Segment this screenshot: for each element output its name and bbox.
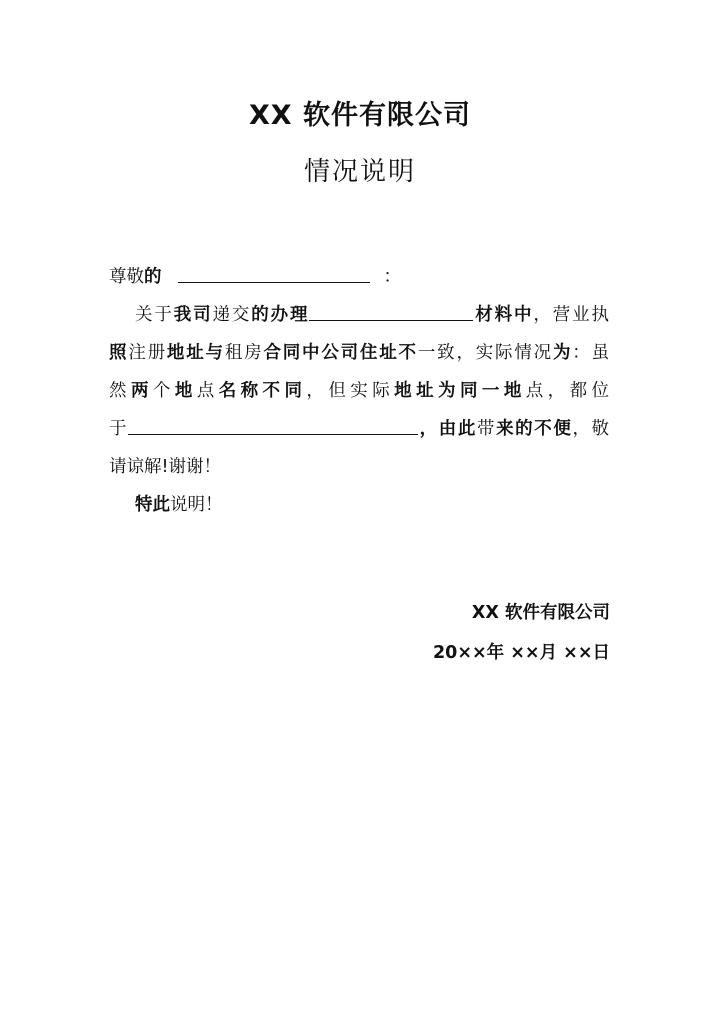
text-segment: 点，都位 [525,381,610,401]
document-title: 情况说明 [303,157,416,187]
text-segment: 点 [196,381,219,401]
signature-company: XX 软件有限公司 [471,603,610,623]
text-segment: 两 [130,381,153,401]
paragraph-line-3 [109,372,609,410]
paragraph-line-1 [109,296,609,334]
text-segment: ，由此 [418,419,477,439]
closing-line [109,486,609,524]
text-segment: 然 [109,381,131,401]
text-segment: 注册 [128,343,167,363]
text-segment: 照 [109,343,129,363]
paragraph-line-4 [109,410,609,448]
text-segment: ，敬 [572,419,610,439]
text-segment: 带 [476,419,497,439]
text-segment: 的办理 [251,305,310,325]
paragraph-line-2 [109,334,609,372]
text-segment: 请谅解!谢谢！ [109,457,222,477]
text-segment: 关于 [135,305,174,325]
text-segment: 于 [109,419,129,439]
text-segment: 地址与 [166,343,225,363]
salutation-text: 尊敬 [109,267,144,287]
closing-text: 说明！ [170,495,223,515]
text-segment: 个 [152,381,175,401]
material-blank [309,302,473,321]
paragraph-line-5 [109,448,609,486]
closing-text-bold: 特此 [135,495,170,515]
text-segment: 一致，实际情况 [417,343,553,363]
text-segment: ，但实际 [306,381,395,401]
text-segment: 我司 [173,305,213,325]
text-segment: 地址为同一地 [394,381,526,401]
text-segment: 为 [552,343,573,363]
text-segment: ：虽 [572,343,610,363]
text-segment: ，营业执 [533,305,609,325]
text-segment: 名称不同 [218,381,307,401]
salutation-text-bold: 的 [144,267,162,287]
text-segment: 合同中公司住址不 [263,343,418,363]
company-heading: XX 软件有限公司 [248,100,472,131]
salutation-line [109,258,609,296]
text-segment: 地 [174,381,197,401]
text-segment: 来的不便 [496,419,573,439]
text-segment: 材料中 [473,305,534,325]
text-segment: 租房 [224,343,264,363]
recipient-blank [178,264,370,283]
address-blank [128,416,418,435]
salutation-colon: ： [383,267,401,287]
text-segment: 递交 [212,305,252,325]
letter-body [109,258,609,524]
signature-date: 20××年 ××月 ××日 [432,643,610,663]
